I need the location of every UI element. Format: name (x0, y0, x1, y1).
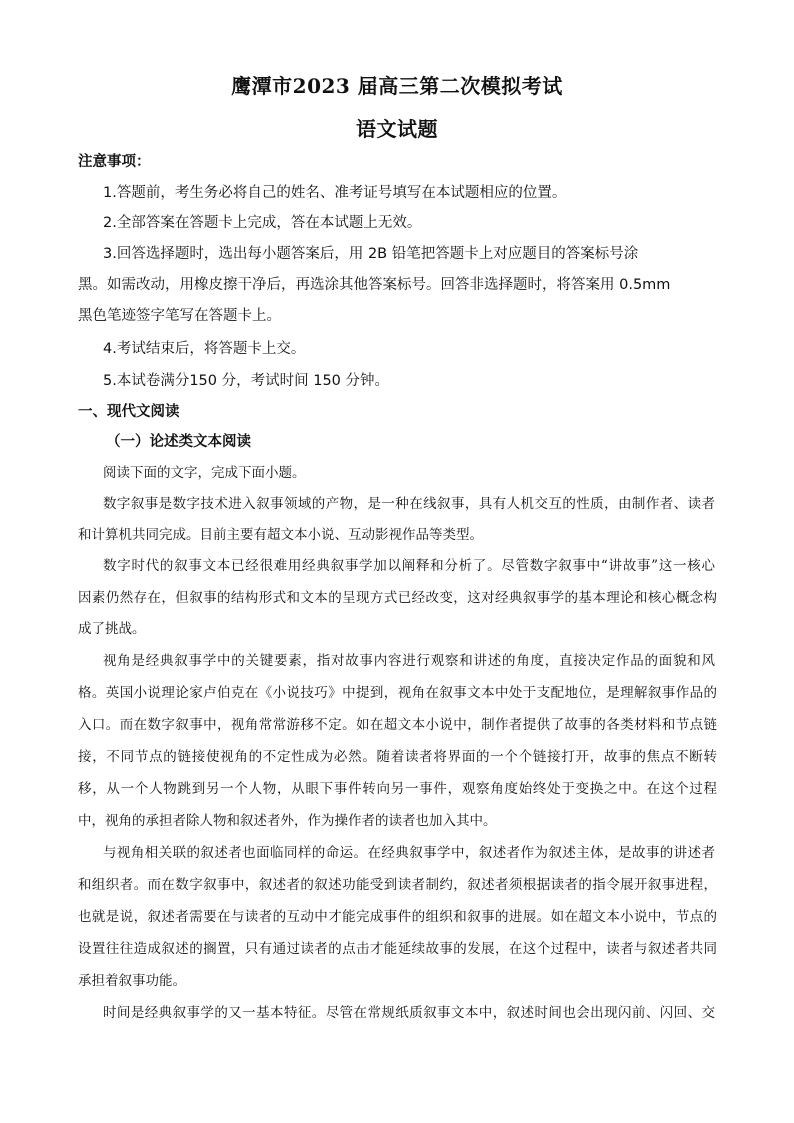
passage-line: 也就是说，叙述者需要在与读者的互动中才能完成事件的组织和叙事的进展。如在超文本小说中，节点的 (78, 909, 717, 925)
reading-instruction: 阅读下面的文字，完成下面小题。 (103, 465, 306, 481)
passage-line: 因素仍然存在，但叙事的结构形式和文本的呈现方式已经改变，这对经典叙事学的基本理论和核心概念构 (78, 590, 717, 606)
passage-line: 和组织者。而在数字叙事中，叙述者的叙述功能受到读者制约，叙述者须根据读者的指令展开叙事进程， (78, 877, 717, 893)
exam-title: 鹰潭市2023 届高三第二次模拟考试 (231, 74, 563, 98)
passage-line: 数字叙事是数字技术进入叙事领域的产物，是一种在线叙事，具有人机交互的性质，由制作者、读者 (103, 496, 715, 512)
passage-line: 成了挑战。 (78, 621, 146, 637)
passage-line: 移，从一个人物跳到另一个人物，从眼下事件转向另一事件，观察角度始终处于变换之中。在这个过程 (78, 781, 717, 797)
exam-subtitle: 语文试题 (356, 117, 438, 141)
passage-line: 视角是经典叙事学中的关键要素，指对故事内容进行观察和讲述的角度，直接决定作品的面貌和风 (103, 653, 715, 669)
note-item: 2.全部答案在答题卡上完成，答在本试题上无效。 (103, 215, 422, 231)
passage-line: 与视角相关联的叙述者也面临同样的命运。在经典叙事学中，叙述者作为叙述主体，是故事的讲述者 (103, 845, 715, 861)
passage-line: 和计算机共同完成。目前主要有超文本小说、互动影视作品等类型。 (78, 527, 483, 543)
passage-line: 接，不同节点的链接使视角的不定性成为必然。随着读者将界面的一个个链接打开，故事的焦点不断转 (78, 749, 717, 765)
note-item: 1.答题前，考生务必将自己的姓名、准考证号填写在本试题相应的位置。 (103, 185, 567, 201)
note-item: 3.回答选择题时，选出每小题答案后，用 2B 铅笔把答题卡上对应题目的答案标号涂 (103, 246, 639, 262)
notes-heading: 注意事项： (78, 154, 151, 170)
passage-line: 入口。而在数字叙事中，视角常常游移不定。如在超文本小说中，制作者提供了故事的各类材料和节点链 (78, 717, 717, 733)
note-item: 黑。如需改动，用橡皮擦干净后，再选涂其他答案标号。回答非选择题时，将答案用 0.5mm (78, 277, 671, 293)
passage-line: 承担着叙事功能。 (78, 973, 186, 989)
passage-line: 数字时代的叙事文本已经很难用经典叙事学加以阐释和分析了。尽管数字叙事中“讲故事”这一核心 (103, 558, 715, 574)
note-item: 4.考试结束后，将答题卡上交。 (103, 341, 306, 357)
section-heading: 一、现代文阅读 (78, 404, 180, 420)
passage-line: 时间是经典叙事学的又一基本特征。尽管在常规纸质叙事文本中，叙述时间也会出现闪前、闪回、交 (103, 1005, 715, 1021)
note-item: 5.本试卷满分150 分，考试时间 150 分钟。 (103, 373, 390, 389)
passage-line: 设置往往造成叙述的搁置，只有通过读者的点击才能延续故事的发展，在这个过程中，读者与叙述者共同 (78, 941, 717, 957)
passage-line: 中，视角的承担者除人物和叙述者外，作为操作者的读者也加入其中。 (78, 813, 497, 829)
passage-line: 格。英国小说理论家卢伯克在《小说技巧》中提到，视角在叙事文本中处于支配地位，是理解叙事作品的 (78, 685, 717, 701)
note-item: 黑色笔迹签字笔写在答题卡上。 (78, 308, 281, 324)
sub-section-heading: （一）论述类文本阅读 (106, 434, 251, 450)
